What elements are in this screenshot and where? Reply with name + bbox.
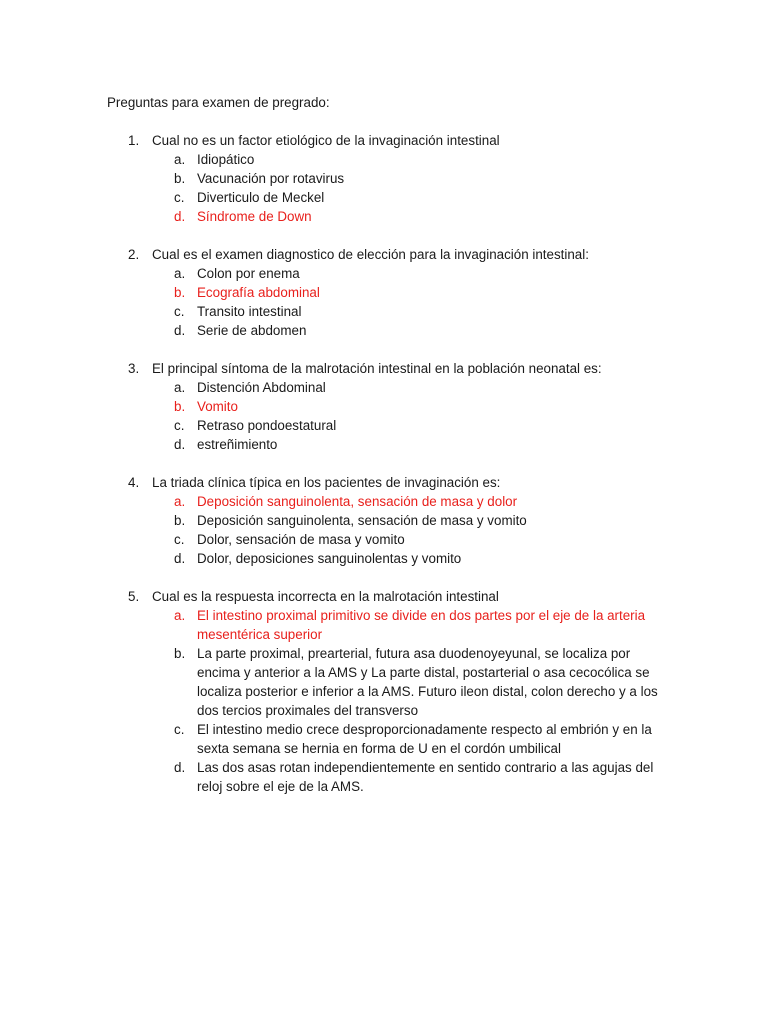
- question-list: [107, 131, 667, 815]
- question-line: [107, 473, 667, 492]
- option-text: Diverticulo de Meckel: [197, 190, 325, 205]
- answer-options: [107, 492, 667, 568]
- option-text: Las dos asas rotan independientemente en sentido contrario a las agujas del reloj sobre el eje de la AMS.: [197, 760, 654, 794]
- option-text: Transito intestinal: [197, 304, 302, 319]
- option-text: Colon por enema: [197, 266, 300, 281]
- option-text: El intestino proximal primitivo se divide en dos partes por el eje de la arteria mesentérica superior: [197, 608, 646, 642]
- option-letter: a.: [174, 494, 186, 509]
- answer-options: [107, 606, 667, 796]
- answer-option: [107, 302, 667, 321]
- question-line: [107, 131, 667, 150]
- option-text: Vomito: [197, 399, 238, 414]
- option-text: Serie de abdomen: [197, 323, 307, 338]
- question-text: El principal síntoma de la malrotación intestinal en la población neonatal es:: [152, 361, 602, 376]
- correct-answer-option: [107, 397, 667, 416]
- option-letter: d.: [174, 323, 186, 338]
- option-text: La parte proximal, prearterial, futura asa duodenoyeyunal, se localiza por encima y anterior a la AMS y La parte distal, postarterial o asa cecocólica se localiza posterior e inferior a la AMS. Futuro ileon distal, colon derecho y a los dos tercios proximales del transverso: [197, 646, 658, 718]
- question-item: [107, 359, 667, 454]
- answer-option: [107, 644, 667, 720]
- question-number: 2.: [128, 247, 140, 262]
- correct-answer-option: [107, 207, 667, 226]
- question-item: [107, 587, 667, 796]
- option-letter: b.: [174, 399, 186, 414]
- answer-option: [107, 321, 667, 340]
- answer-option: [107, 264, 667, 283]
- option-letter: c.: [174, 722, 185, 737]
- option-letter: b.: [174, 285, 186, 300]
- option-text: Deposición sanguinolenta, sensación de masa y vomito: [197, 513, 527, 528]
- option-letter: a.: [174, 266, 186, 281]
- question-line: [107, 587, 667, 606]
- answer-option: [107, 169, 667, 188]
- answer-option: [107, 416, 667, 435]
- question-line: [107, 359, 667, 378]
- option-text: Ecografía abdominal: [197, 285, 320, 300]
- question-text: Cual es la respuesta incorrecta en la malrotación intestinal: [152, 589, 499, 604]
- option-text: Vacunación por rotavirus: [197, 171, 345, 186]
- option-text: Síndrome de Down: [197, 209, 312, 224]
- question-number: 5.: [128, 589, 140, 604]
- answer-option: [107, 150, 667, 169]
- option-text: El intestino medio crece desproporcionadamente respecto al embrión y en la sexta semana se hernia en forma de U en el cordón umbilical: [197, 722, 652, 756]
- answer-option: [107, 720, 667, 758]
- option-letter: d.: [174, 437, 186, 452]
- question-text: Cual es el examen diagnostico de elección para la invaginación intestinal:: [152, 247, 589, 262]
- question-number: 4.: [128, 475, 140, 490]
- option-text: Dolor, deposiciones sanguinolentas y vomito: [197, 551, 462, 566]
- answer-options: [107, 150, 667, 226]
- page-heading: Preguntas para examen de pregrado:: [107, 95, 330, 110]
- question-text: Cual no es un factor etiológico de la invaginación intestinal: [152, 133, 500, 148]
- option-letter: b.: [174, 171, 186, 186]
- option-letter: d.: [174, 209, 186, 224]
- correct-answer-option: [107, 606, 667, 644]
- option-text: estreñimiento: [197, 437, 278, 452]
- answer-option: [107, 758, 667, 796]
- answer-option: [107, 549, 667, 568]
- answer-option: [107, 378, 667, 397]
- answer-options: [107, 378, 667, 454]
- question-number: 3.: [128, 361, 140, 376]
- option-letter: a.: [174, 608, 186, 623]
- question-line: [107, 245, 667, 264]
- option-letter: c.: [174, 190, 185, 205]
- option-letter: a.: [174, 380, 186, 395]
- option-letter: a.: [174, 152, 186, 167]
- option-letter: c.: [174, 532, 185, 547]
- correct-answer-option: [107, 283, 667, 302]
- question-item: [107, 473, 667, 568]
- option-text: Idiopático: [197, 152, 255, 167]
- answer-option: [107, 511, 667, 530]
- option-letter: c.: [174, 304, 185, 319]
- correct-answer-option: [107, 492, 667, 511]
- answer-option: [107, 188, 667, 207]
- option-letter: d.: [174, 760, 186, 775]
- option-letter: b.: [174, 513, 186, 528]
- answer-option: [107, 530, 667, 549]
- question-text: La triada clínica típica en los pacientes de invaginación es:: [152, 475, 501, 490]
- option-letter: d.: [174, 551, 186, 566]
- option-text: Deposición sanguinolenta, sensación de masa y dolor: [197, 494, 518, 509]
- option-text: Distención Abdominal: [197, 380, 326, 395]
- option-letter: c.: [174, 418, 185, 433]
- option-text: Dolor, sensación de masa y vomito: [197, 532, 405, 547]
- question-number: 1.: [128, 133, 140, 148]
- answer-option: [107, 435, 667, 454]
- question-item: [107, 245, 667, 340]
- question-item: [107, 131, 667, 226]
- answer-options: [107, 264, 667, 340]
- option-text: Retraso pondoestatural: [197, 418, 337, 433]
- option-letter: b.: [174, 646, 186, 661]
